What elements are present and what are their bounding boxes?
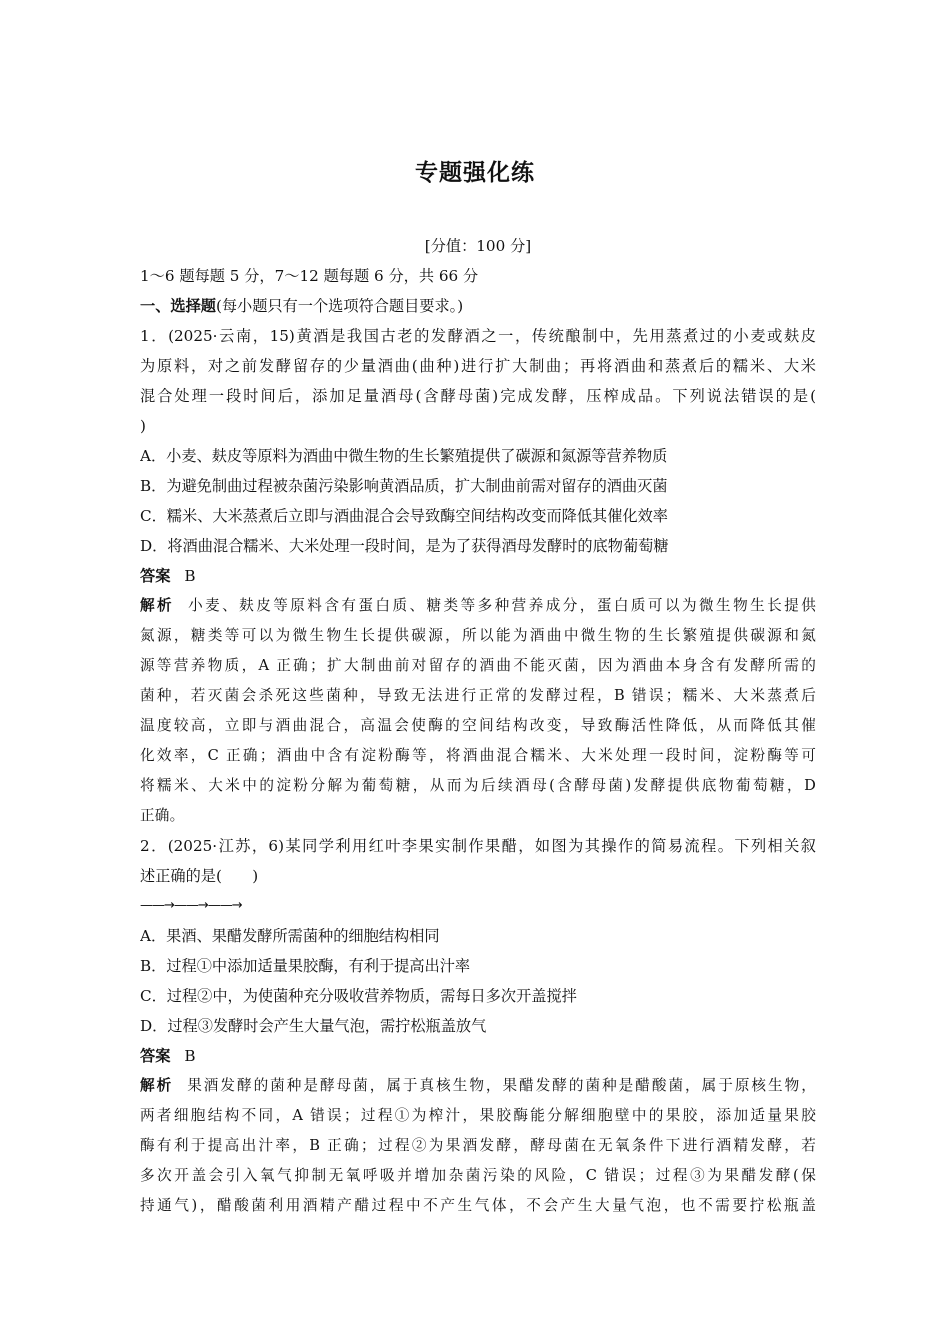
- page-title: 专题强化练: [415, 160, 535, 186]
- question-stem-line: 述正确的是( ): [140, 867, 259, 885]
- question-stem-line: 2．(2025·江苏，6)某同学利用红叶李果实制作果醋，如图为其操作的简易流程。下列相关叙: [140, 837, 816, 855]
- answer-row: [140, 561, 816, 591]
- section-title: 一、选择题: [140, 297, 216, 315]
- question-stem-line: 混合处理一段时间后，添加足量酒母(含酵母菌)完成发酵，压榨成品。下列说法错误的是(: [140, 387, 816, 405]
- explanation-line: [140, 591, 816, 621]
- question-stem-line: ): [140, 417, 146, 435]
- explanation-line: [140, 1071, 816, 1101]
- explanation-line: 温度较高，立即与酒曲混合，高温会使酶的空间结构改变，导致酶活性降低，从而降低其催: [140, 717, 816, 734]
- question-stem-line: 为原料，对之前发酵留存的少量酒曲(曲种)进行扩大制曲；再将酒曲和蒸煮后的糯米、大米: [140, 357, 816, 375]
- answer-value: B: [184, 1047, 196, 1065]
- question-2: [140, 831, 816, 1221]
- explanation-line: 两者细胞结构不同，A 错误；过程①为榨汁，果胶酶能分解细胞壁中的果胶，添加适量果胶: [140, 1107, 816, 1124]
- document-body: [140, 231, 816, 1221]
- explanation-line: 化效率，C 正确；酒曲中含有淀粉酶等，将酒曲混合糯米、大米处理一段时间，淀粉酶等可: [140, 747, 816, 764]
- explanation-line: 菌种，若灭菌会杀死这些菌种，导致无法进行正常的发酵过程，B 错误；糯米、大米蒸煮后: [140, 687, 816, 704]
- explanation-text: 果酒发酵的菌种是酵母菌，属于真核生物，果醋发酵的菌种是醋酸菌，属于原核生物，: [187, 1077, 816, 1094]
- option-c: C．过程②中，为使菌种充分吸收营养物质，需每日多次开盖搅拌: [140, 987, 577, 1005]
- option-b: B．过程①中添加适量果胶酶，有利于提高出汁率: [140, 957, 471, 975]
- answer-row: [140, 1041, 816, 1071]
- answer-label: 答案: [140, 567, 171, 585]
- explanation-label: 解析: [140, 1077, 174, 1094]
- explanation-line: 氮源，糖类等可以为微生物生长提供碳源，所以能为酒曲中微生物的生长繁殖提供碳源和氮: [140, 627, 816, 644]
- explanation-line: 正确。: [140, 807, 185, 824]
- explanation-line: 持通气)，醋酸菌利用酒精产醋过程中不产生气体，不会产生大量气泡，也不需要拧松瓶盖: [140, 1197, 816, 1214]
- option-b: B．为避免制曲过程被杂菌污染影响黄酒品质，扩大制曲前需对留存的酒曲灭菌: [140, 477, 668, 495]
- section-heading: [140, 291, 816, 321]
- explanation-text: 小麦、麸皮等原料含有蛋白质、糖类等多种营养成分，蛋白质可以为微生物生长提供: [188, 597, 816, 614]
- explanation-label: 解析: [140, 597, 175, 614]
- option-d: D．过程③发酵时会产生大量气泡，需拧松瓶盖放气: [140, 1017, 487, 1035]
- question-1: [140, 321, 816, 831]
- option-a: A．果酒、果醋发酵所需菌种的细胞结构相同: [140, 927, 440, 945]
- answer-label: 答案: [140, 1047, 171, 1065]
- score-label: [分值：100 分]: [424, 237, 532, 255]
- option-d: D．将酒曲混合糯米、大米处理一段时间，是为了获得酒母发酵时的底物葡萄糖: [140, 537, 669, 555]
- answer-value: B: [184, 567, 196, 585]
- explanation-line: 多次开盖会引入氧气抑制无氧呼吸并增加杂菌污染的风险，C 错误；过程③为果醋发酵(保: [140, 1167, 816, 1184]
- option-c: C．糯米、大米蒸煮后立即与酒曲混合会导致酶空间结构改变而降低其催化效率: [140, 507, 668, 525]
- process-flow-arrows: ——→——→——→: [140, 898, 242, 913]
- section-note: (每小题只有一个选项符合题目要求。): [215, 297, 464, 315]
- option-a: A．小麦、麸皮等原料为酒曲中微生物的生长繁殖提供了碳源和氮源等营养物质: [140, 447, 668, 465]
- explanation-line: 酶有利于提高出汁率，B 正确；过程②为果酒发酵，酵母菌在无氧条件下进行酒精发酵，若: [140, 1137, 816, 1154]
- explanation-line: 将糯米、大米中的淀粉分解为葡萄糖，从而为后续酒母(含酵母菌)发酵提供底物葡萄糖，D: [140, 777, 816, 794]
- points-note: 1～6 题每题 5 分，7～12 题每题 6 分，共 66 分: [140, 267, 479, 285]
- explanation-line: 源等营养物质，A 正确；扩大制曲前对留存的酒曲不能灭菌，因为酒曲本身含有发酵所需的: [140, 657, 816, 674]
- question-stem-line: 1．(2025·云南，15)黄酒是我国古老的发酵酒之一，传统酿制中，先用蒸煮过的小麦或麸皮: [140, 327, 816, 345]
